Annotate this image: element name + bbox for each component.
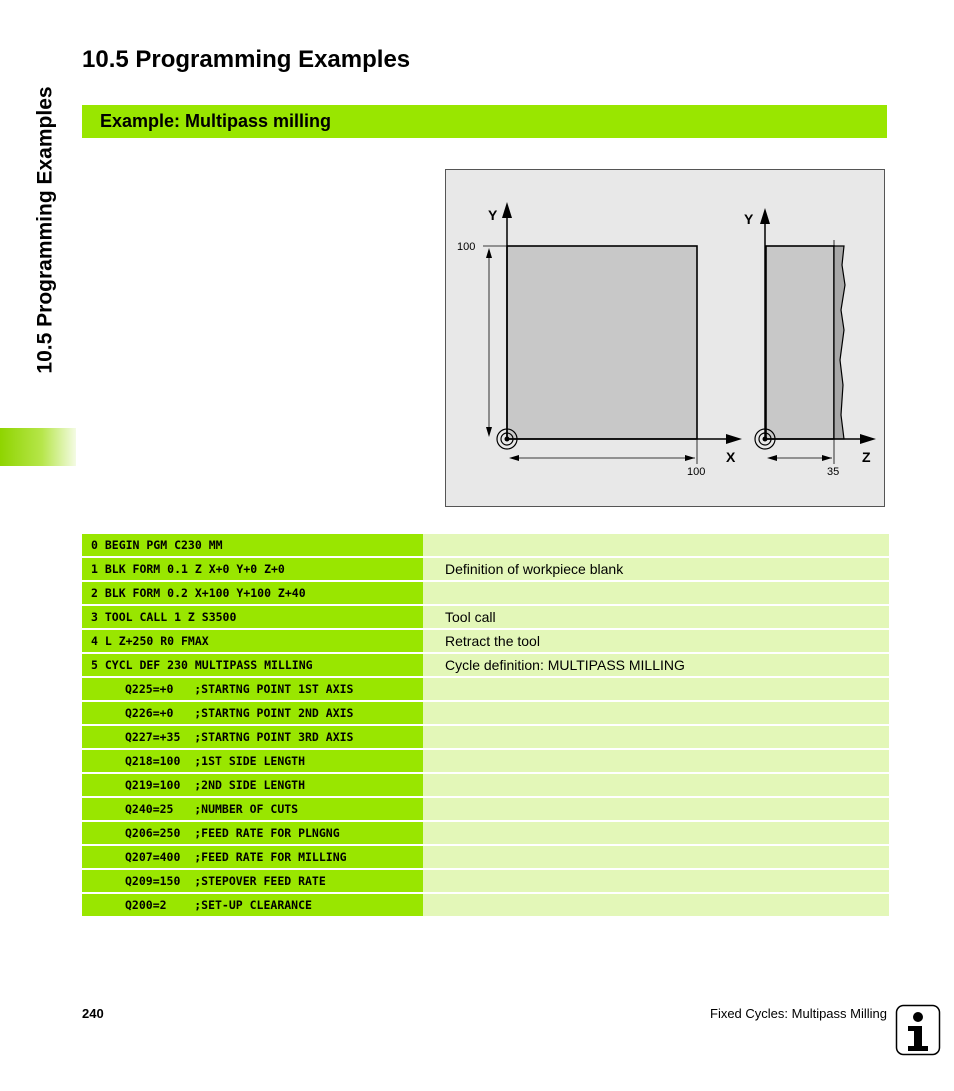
side-z-axis-arrow	[860, 434, 876, 444]
program-row	[82, 630, 889, 652]
nc-code-cell: Q209=150 ;STEPOVER FEED RATE	[82, 870, 423, 892]
side-view-block	[766, 246, 834, 439]
program-row	[82, 534, 889, 556]
program-row	[82, 774, 889, 796]
front-x-label: X	[726, 449, 736, 465]
side-z-label: Z	[862, 449, 871, 465]
nc-code-cell: Q240=25 ;NUMBER OF CUTS	[82, 798, 423, 820]
program-row	[82, 846, 889, 868]
comment-cell	[423, 534, 889, 556]
workpiece-drawing	[446, 170, 886, 508]
comment-cell	[423, 582, 889, 604]
nc-code-cell: 2 BLK FORM 0.2 X+100 Y+100 Z+40	[82, 582, 423, 604]
front-x-axis-arrow	[726, 434, 742, 444]
footer-chapter-text: Fixed Cycles: Multipass Milling	[710, 1006, 887, 1021]
program-row	[82, 558, 889, 580]
comment-cell	[423, 750, 889, 772]
program-row	[82, 822, 889, 844]
program-row	[82, 870, 889, 892]
nc-code-cell: 1 BLK FORM 0.1 Z X+0 Y+0 Z+0	[82, 558, 423, 580]
side-chapter-title-text: 10.5 Programming Examples	[34, 86, 57, 374]
comment-cell	[423, 822, 889, 844]
info-icon	[895, 1004, 941, 1056]
program-row	[82, 606, 889, 628]
page-title: 10.5 Programming Examples	[82, 46, 411, 73]
comment-cell	[423, 774, 889, 796]
comment-cell	[423, 798, 889, 820]
program-row	[82, 750, 889, 772]
nc-code-cell: Q226=+0 ;STARTNG POINT 2ND AXIS	[82, 702, 423, 724]
nc-code-cell: Q206=250 ;FEED RATE FOR PLNGNG	[82, 822, 423, 844]
nc-code-cell: 5 CYCL DEF 230 MULTIPASS MILLING	[82, 654, 423, 676]
comment-cell	[423, 702, 889, 724]
height-dim-label: 100	[457, 241, 476, 253]
width-dim-label: 100	[687, 466, 706, 478]
section-header	[82, 105, 887, 138]
nc-code-cell: Q219=100 ;2ND SIDE LENGTH	[82, 774, 423, 796]
program-row	[82, 894, 889, 916]
side-view-cut-edge	[834, 246, 845, 439]
depth-dim-label: 35	[827, 466, 840, 478]
comment-cell: Tool call	[423, 606, 889, 628]
program-row	[82, 798, 889, 820]
section-title: Example: Multipass milling	[100, 111, 332, 131]
nc-code-cell: Q200=2 ;SET-UP CLEARANCE	[82, 894, 423, 916]
nc-code-cell: 3 TOOL CALL 1 Z S3500	[82, 606, 423, 628]
comment-cell: Retract the tool	[423, 630, 889, 652]
workpiece-figure	[445, 169, 885, 507]
nc-code-cell: Q227=+35 ;STARTNG POINT 3RD AXIS	[82, 726, 423, 748]
program-row	[82, 678, 889, 700]
comment-cell: Cycle definition: MULTIPASS MILLING	[423, 654, 889, 676]
page-number: 240	[82, 1006, 104, 1021]
nc-code-cell: Q207=400 ;FEED RATE FOR MILLING	[82, 846, 423, 868]
program-row	[82, 582, 889, 604]
side-chapter-title	[26, 50, 66, 410]
side-y-axis-arrow	[760, 208, 770, 224]
comment-cell	[423, 870, 889, 892]
comment-cell	[423, 726, 889, 748]
chapter-tab-marker	[0, 428, 76, 466]
program-row	[82, 654, 889, 676]
front-y-axis-arrow	[502, 202, 512, 218]
comment-cell	[423, 678, 889, 700]
nc-code-cell: Q225=+0 ;STARTNG POINT 1ST AXIS	[82, 678, 423, 700]
program-row	[82, 702, 889, 724]
comment-cell: Definition of workpiece blank	[423, 558, 889, 580]
comment-cell	[423, 846, 889, 868]
program-listing-table	[82, 534, 889, 918]
program-row	[82, 726, 889, 748]
side-y-label: Y	[744, 211, 754, 227]
comment-cell	[423, 894, 889, 916]
front-y-label: Y	[488, 207, 498, 223]
front-view-block	[507, 246, 697, 439]
nc-code-cell: 4 L Z+250 R0 FMAX	[82, 630, 423, 652]
nc-code-cell: 0 BEGIN PGM C230 MM	[82, 534, 423, 556]
nc-code-cell: Q218=100 ;1ST SIDE LENGTH	[82, 750, 423, 772]
